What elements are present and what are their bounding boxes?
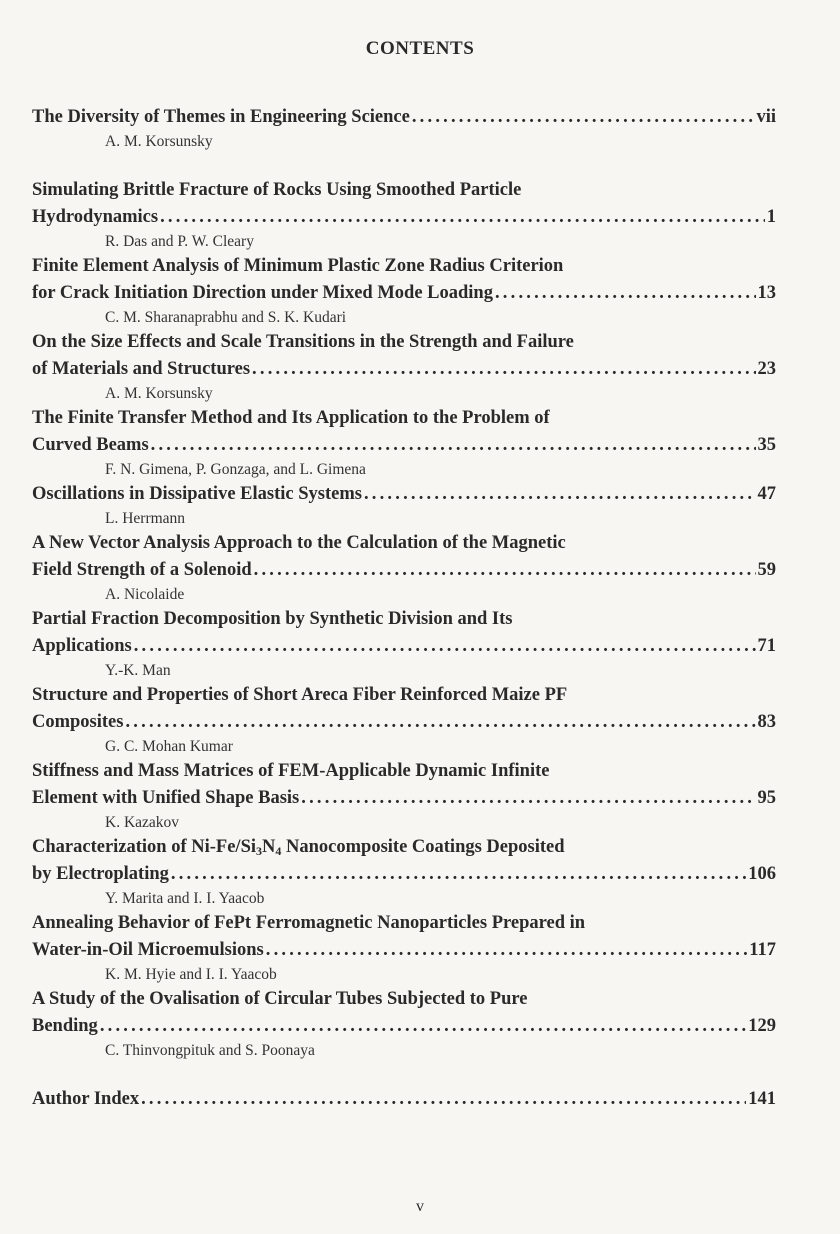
page-number: vii <box>756 107 776 127</box>
toc-authors: K. M. Hyie and I. I. Yaacob <box>105 966 277 983</box>
toc-authors: C. Thinvongpituk and S. Poonaya <box>105 1042 315 1059</box>
toc-title-line <box>32 481 776 508</box>
toc-title: Water-in-Oil Microemulsions <box>32 940 264 960</box>
toc-title: by Electroplating <box>32 864 169 884</box>
page-number: 35 <box>757 435 776 455</box>
toc-title: Composites <box>32 712 124 732</box>
page-number: 129 <box>748 1016 776 1036</box>
toc-title: Oscillations in Dissipative Elastic Systems <box>32 484 362 504</box>
toc-title: Applications <box>32 636 132 656</box>
dot-leader <box>100 1013 746 1040</box>
toc-title-line <box>32 204 776 231</box>
toc-authors: L. Herrmann <box>105 510 186 527</box>
page-number: 106 <box>748 864 776 884</box>
toc-entry <box>32 481 776 530</box>
dot-leader <box>171 861 746 888</box>
page-number: 13 <box>757 283 776 303</box>
toc-title-line <box>32 1086 776 1113</box>
toc-entry <box>32 986 776 1062</box>
toc-title: Field Strength of a Solenoid <box>32 560 252 580</box>
page-number: 83 <box>757 712 776 732</box>
toc-title: A New Vector Analysis Approach to the Calculation of the Magnetic <box>32 533 566 553</box>
toc-title: Author Index <box>32 1089 140 1109</box>
toc-authors: Y.-K. Man <box>105 662 171 679</box>
dot-leader <box>151 432 756 459</box>
page-number: 141 <box>748 1089 776 1109</box>
page-number: 71 <box>757 636 776 656</box>
toc-authors: R. Das and P. W. Cleary <box>105 233 254 250</box>
toc-title: The Diversity of Themes in Engineering Science <box>32 107 410 127</box>
dot-leader <box>364 481 756 508</box>
page-number: 95 <box>757 788 776 808</box>
toc-title: for Crack Initiation Direction under Mixed Mode Loading <box>32 283 493 303</box>
toc-entry <box>32 606 776 682</box>
toc-title-line <box>32 709 776 736</box>
toc-entry <box>32 834 776 910</box>
toc-authors: G. C. Mohan Kumar <box>105 738 233 755</box>
toc-title-line <box>32 861 776 888</box>
toc-entry <box>32 329 776 405</box>
toc-title: Hydrodynamics <box>32 207 159 227</box>
page-number: 1 <box>766 207 776 227</box>
dot-leader <box>412 104 755 131</box>
toc-entry <box>32 405 776 481</box>
toc-title-line <box>32 557 776 584</box>
table-of-contents <box>32 104 776 1113</box>
toc-title: Stiffness and Mass Matrices of FEM-Applicable Dynamic Infinite <box>32 761 550 781</box>
dot-leader <box>134 633 756 660</box>
page-title: CONTENTS <box>365 38 475 59</box>
toc-title: of Materials and Structures <box>32 359 251 379</box>
toc-title-line <box>32 432 776 459</box>
dot-leader <box>495 280 756 307</box>
dot-leader <box>160 204 765 231</box>
page-folio: v <box>416 1198 424 1215</box>
toc-title: Finite Element Analysis of Minimum Plastic Zone Radius Criterion <box>32 256 564 276</box>
toc-title: Characterization of $Ni-Fe/Si_3N_4$ Nanocomposite Coatings Deposited <box>32 837 565 858</box>
toc-title: A Study of the Ovalisation of Circular Tubes Subjected to Pure <box>32 989 528 1009</box>
toc-title-line <box>32 1013 776 1040</box>
toc-title: Structure and Properties of Short Areca Fiber Reinforced Maize PF <box>32 685 568 705</box>
toc-authors: Y. Marita and I. I. Yaacob <box>105 890 265 907</box>
page-number: 117 <box>749 940 776 960</box>
toc-title: Curved Beams <box>32 435 149 455</box>
toc-entry <box>32 1086 776 1113</box>
toc-title: Bending <box>32 1016 98 1036</box>
toc-entry <box>32 177 776 253</box>
toc-authors: A. M. Korsunsky <box>105 133 213 150</box>
toc-title: Annealing Behavior of FePt Ferromagnetic Nanoparticles Prepared in <box>32 913 586 933</box>
toc-entry <box>32 682 776 758</box>
toc-title: On the Size Effects and Scale Transitions in the Strength and Failure <box>32 332 574 352</box>
toc-title-line <box>32 280 776 307</box>
page-number: 23 <box>757 359 776 379</box>
toc-title: The Finite Transfer Method and Its Application to the Problem of <box>32 408 550 428</box>
dot-leader <box>266 937 748 964</box>
dot-leader <box>125 709 755 736</box>
toc-title-line <box>32 785 776 812</box>
toc-title-line <box>32 104 776 131</box>
toc-title-line <box>32 633 776 660</box>
dot-leader <box>254 557 756 584</box>
dot-leader <box>252 356 755 383</box>
page-number: 47 <box>757 484 776 504</box>
toc-authors: K. Kazakov <box>105 814 180 831</box>
toc-title-line <box>32 356 776 383</box>
dot-leader <box>141 1086 746 1113</box>
toc-entry <box>32 530 776 606</box>
toc-authors: A. M. Korsunsky <box>105 385 213 402</box>
toc-entry <box>32 104 776 153</box>
dot-leader <box>301 785 755 812</box>
page-number: 59 <box>757 560 776 580</box>
toc-title: Partial Fraction Decomposition by Synthetic Division and Its <box>32 609 513 629</box>
toc-title: Simulating Brittle Fracture of Rocks Using Smoothed Particle <box>32 180 522 200</box>
toc-title: Element with Unified Shape Basis <box>32 788 300 808</box>
toc-authors: F. N. Gimena, P. Gonzaga, and L. Gimena <box>105 461 366 478</box>
toc-entry <box>32 758 776 834</box>
toc-entry <box>32 910 776 986</box>
toc-authors: A. Nicolaide <box>105 586 185 603</box>
toc-title-line <box>32 937 776 964</box>
toc-authors: C. M. Sharanaprabhu and S. K. Kudari <box>105 309 347 326</box>
toc-entry <box>32 253 776 329</box>
